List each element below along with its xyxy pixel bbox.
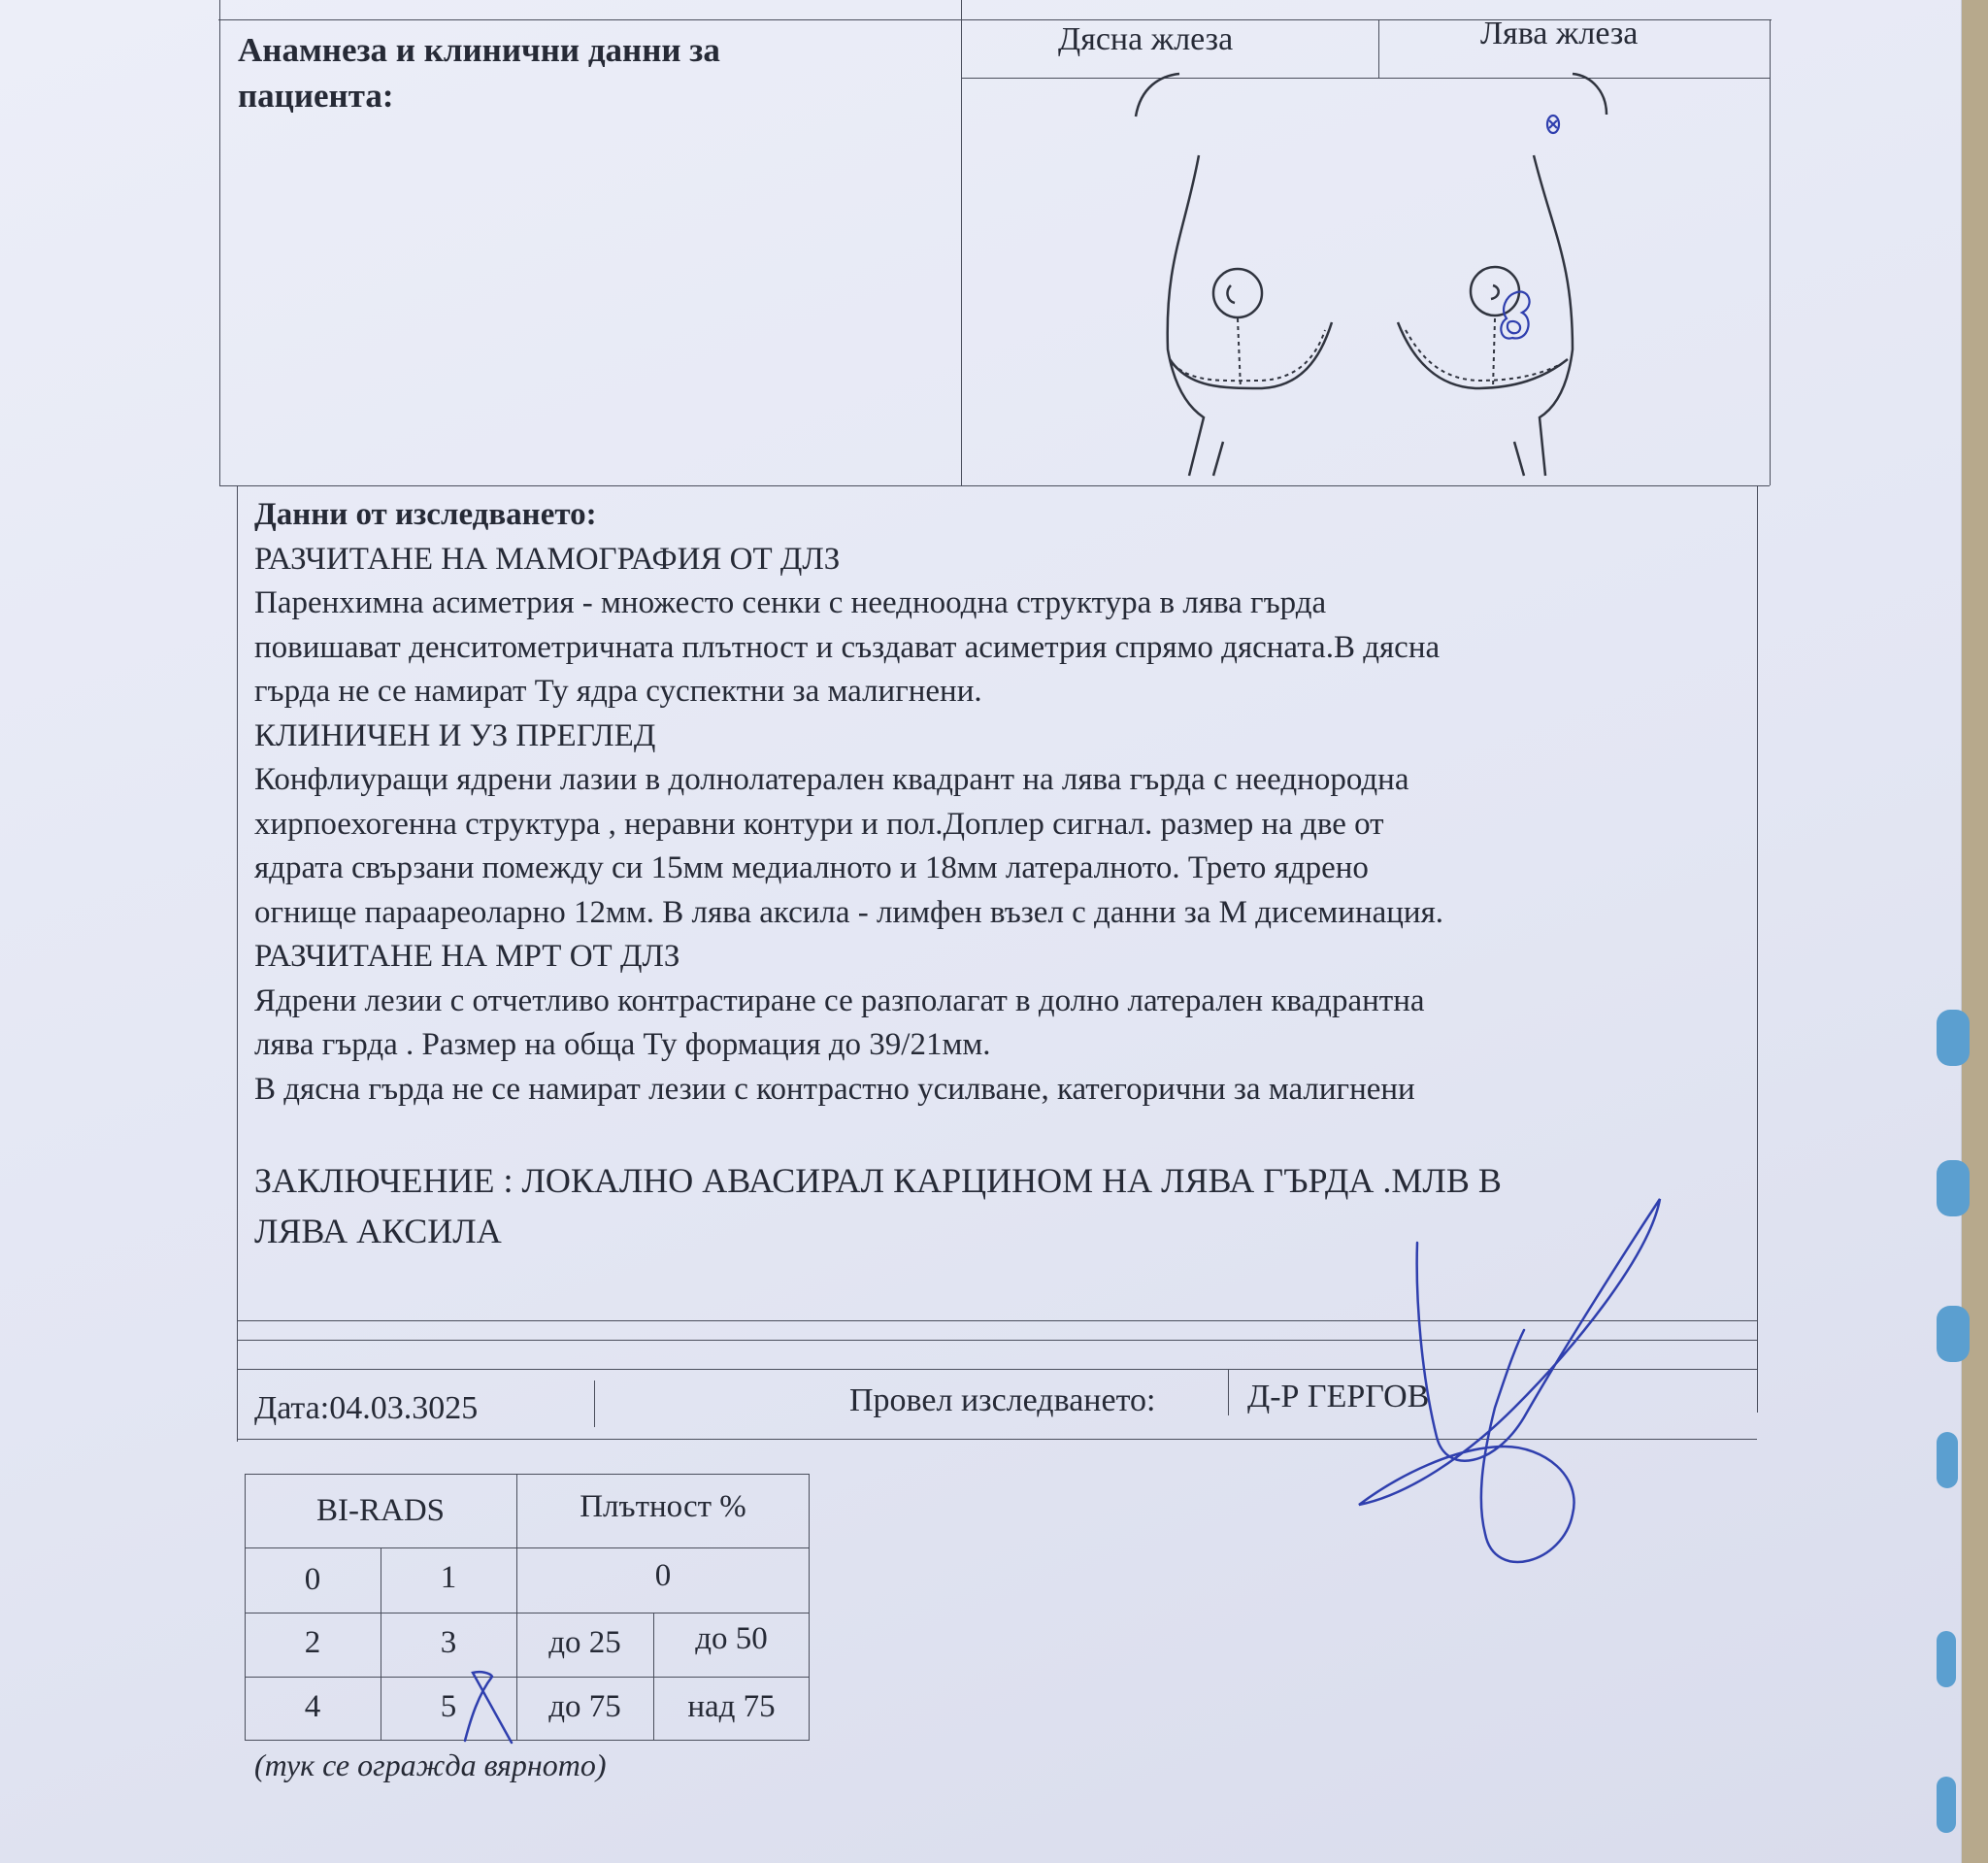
findings-line: хирпоехогенна структура , неравни контури и пол.Доплер сигнал. размер на две от bbox=[254, 806, 1384, 842]
birads-cell: 0 bbox=[304, 1562, 321, 1597]
findings-title: Данни от изследването: bbox=[254, 497, 597, 532]
birads-header: BI-RADS bbox=[315, 1493, 446, 1528]
birads-cell: 3 bbox=[440, 1625, 457, 1660]
conclusion-line: ЗАКЛЮЧЕНИЕ : ЛОКАЛНО АВАСИРАЛ КАРЦИНОМ НА ЛЯВА ГЪРДА .МЛВ В bbox=[254, 1161, 1502, 1200]
left-gland-header: Лява жлеза bbox=[1480, 16, 1639, 51]
binder-holes bbox=[1937, 990, 1975, 1845]
birads-note: (тук се огражда вярното) bbox=[254, 1747, 607, 1782]
anamnesis-label: Анамнеза и клинични данни за пациента: bbox=[238, 31, 720, 115]
birads-cell: 2 bbox=[304, 1625, 321, 1660]
breast-diagram bbox=[1116, 68, 1621, 485]
form-right-border bbox=[1770, 19, 1771, 485]
doctor-signature bbox=[1340, 1184, 1670, 1592]
findings-line: лява гърда . Размер на обща Ту формация до 39/21мм. bbox=[254, 1027, 991, 1062]
findings-line: повишават денситометричната плътност и създават асиметрия спрямо дясната.В дясна bbox=[254, 629, 1441, 665]
form-left-border bbox=[219, 0, 220, 485]
density-cell: до 75 bbox=[548, 1689, 621, 1724]
findings-line: Паренхимна асиметрия - множесто сенки с нееднoодна структура в лява гърда bbox=[254, 585, 1327, 620]
conclusion-line: ЛЯВА АКСИЛА bbox=[254, 1212, 502, 1250]
findings-line: ядрата свързани помежду си 15мм медиалното и 18мм латералното. Трето ядрено bbox=[254, 850, 1369, 885]
density-header: Плътност % bbox=[580, 1489, 746, 1524]
form-left-border-lower bbox=[237, 485, 238, 1442]
birads-cell: 5 bbox=[440, 1689, 457, 1724]
findings-line: Ядрени лезии с отчетливо контрастиране се разполагат в долно латерален квадрантна bbox=[254, 982, 1425, 1018]
density-cell: 0 bbox=[654, 1558, 672, 1593]
density-cell: до 50 bbox=[695, 1621, 768, 1656]
right-gland-header: Дясна жлеза bbox=[1058, 21, 1234, 57]
footer-doctor-divider bbox=[1228, 1369, 1229, 1415]
findings-line: В дясна гърда не се намират лезии с контрастно усилване, категорични за малигнени bbox=[254, 1071, 1415, 1107]
section-divider bbox=[219, 485, 1770, 486]
form-right-border-lower bbox=[1757, 485, 1758, 1413]
doctor-name: Д-Р ГЕРГОВ bbox=[1247, 1379, 1430, 1414]
density-cell: до 25 bbox=[548, 1625, 621, 1660]
birads-cell: 4 bbox=[304, 1689, 321, 1724]
findings-line: КЛИНИЧЕН И УЗ ПРЕГЛЕД bbox=[254, 717, 656, 753]
density-cell: над 75 bbox=[687, 1689, 776, 1724]
birads-cell: 1 bbox=[440, 1560, 457, 1595]
findings-line: РАЗЧИТАНЕ НА МРТ ОТ ДЛЗ bbox=[254, 939, 680, 974]
findings-line: РАЗЧИТАНЕ НА МАМОГРАФИЯ ОТ ДЛЗ bbox=[254, 541, 841, 577]
findings-section bbox=[254, 493, 1710, 1256]
findings-line: Конфлиуращи ядрени лазии в долнолатерален квадрант на лява гърда с нееднородна bbox=[254, 762, 1409, 797]
date-label: Дата:04.03.3025 bbox=[254, 1390, 479, 1426]
findings-line: огнище парaареоларно 12мм. В лява аксила - лимфен възел с данни за М дисеминация. bbox=[254, 894, 1443, 930]
footer-date-divider bbox=[594, 1381, 595, 1427]
birads-selection-mark bbox=[451, 1665, 529, 1747]
column-divider bbox=[961, 0, 962, 485]
findings-line: гърда не се намират Ту ядра суспектни за малигнени. bbox=[254, 674, 982, 709]
performed-by-label: Провел изследването: bbox=[849, 1382, 1156, 1418]
